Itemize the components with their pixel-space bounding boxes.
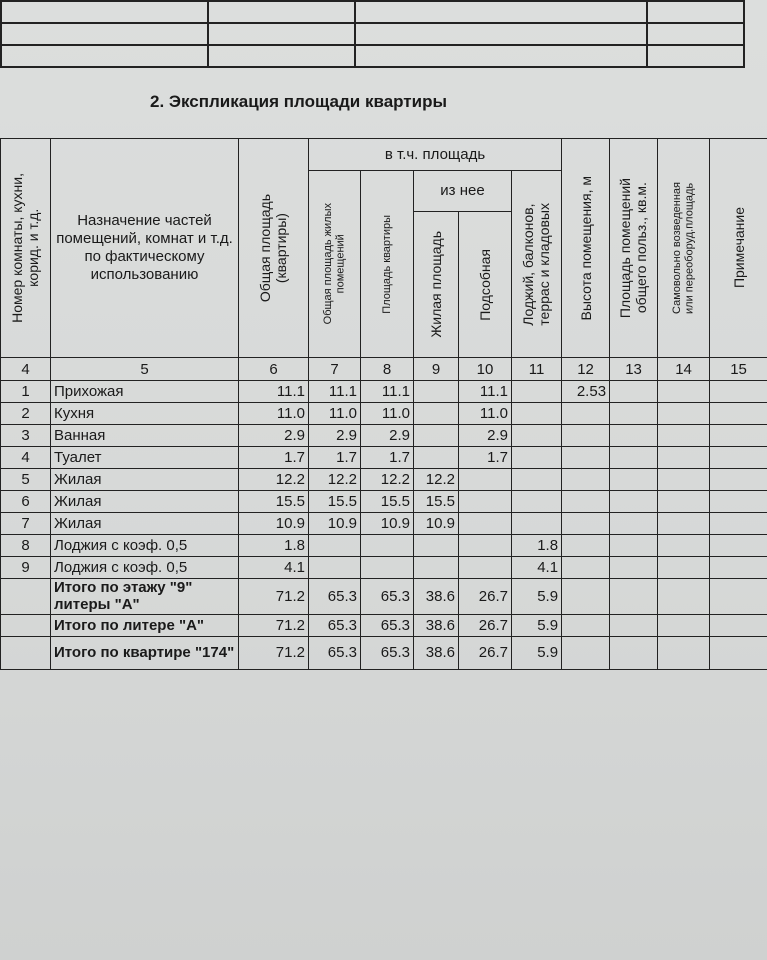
header-apartment-area: Площадь квартиры <box>361 171 414 358</box>
column-number: 6 <box>239 358 309 381</box>
table-row: 3 Ванная 2.9 2.9 2.9 2.9 <box>1 425 767 447</box>
column-number: 10 <box>459 358 512 381</box>
column-number: 8 <box>361 358 414 381</box>
column-number: 7 <box>309 358 361 381</box>
column-number: 5 <box>51 358 239 381</box>
total-row-litera: Итого по литере "А" 71.2 65.3 65.3 38.6 26.7 5.9 <box>1 614 767 636</box>
table-row: 8 Лоджия с коэф. 0,5 1.8 1.8 <box>1 535 767 557</box>
table-row: 7 Жилая 10.9 10.9 10.9 10.9 <box>1 513 767 535</box>
header-room-no: Номер комнаты, кухни, корид. и т.д. <box>1 139 51 358</box>
header-loggias: Лоджий, балконов, террас и кладовых <box>512 171 562 358</box>
table-row: 4 Туалет 1.7 1.7 1.7 1.7 <box>1 447 767 469</box>
column-number: 13 <box>610 358 658 381</box>
header-incl-area: в т.ч. площадь <box>309 139 562 171</box>
table-row: 5 Жилая 12.2 12.2 12.2 12.2 <box>1 469 767 491</box>
total-row-apartment: Итого по квартире "174" 71.2 65.3 65.3 38.6 26.7 5.9 <box>1 636 767 669</box>
column-number: 4 <box>1 358 51 381</box>
header-total-area: Общая площадь (квартиры) <box>239 139 309 358</box>
header-self-built: Самовольно возведенная или переоборуд.площадь <box>658 139 710 358</box>
header-note: Примечание <box>710 139 767 358</box>
explication-table <box>0 138 767 670</box>
column-number: 14 <box>658 358 710 381</box>
header-living-area: Жилая площадь <box>414 212 459 358</box>
header-common-area: Площадь помещений общего польз., кв.м. <box>610 139 658 358</box>
table-row: 2 Кухня 11.0 11.0 11.0 11.0 <box>1 403 767 425</box>
header-auxiliary: Подсобная <box>459 212 512 358</box>
header-height: Высота помещения, м <box>562 139 610 358</box>
table-row: 9 Лоджия с коэф. 0,5 4.1 4.1 <box>1 557 767 579</box>
total-row-floor: Итого по этажу "9" литеры "А" 71.2 65.3 65.3 38.6 26.7 5.9 <box>1 579 767 615</box>
column-number: 15 <box>710 358 767 381</box>
previous-table-fragment <box>0 0 745 68</box>
table-row: 1 Прихожая 11.1 11.1 11.1 11.1 2.53 <box>1 381 767 403</box>
section-title: 2. Экспликация площади квартиры <box>150 92 447 111</box>
column-numbers-row <box>1 358 767 381</box>
header-of-which: из нее <box>414 171 512 212</box>
header-total-living-premises: Общая площадь жилых помещений <box>309 171 361 358</box>
table-row: 6 Жилая 15.5 15.5 15.5 15.5 <box>1 491 767 513</box>
column-number: 9 <box>414 358 459 381</box>
header-purpose: Назначение частей помещений, комнат и т.д. по фактическому использованию <box>51 139 239 358</box>
column-number: 11 <box>512 358 562 381</box>
column-number: 12 <box>562 358 610 381</box>
